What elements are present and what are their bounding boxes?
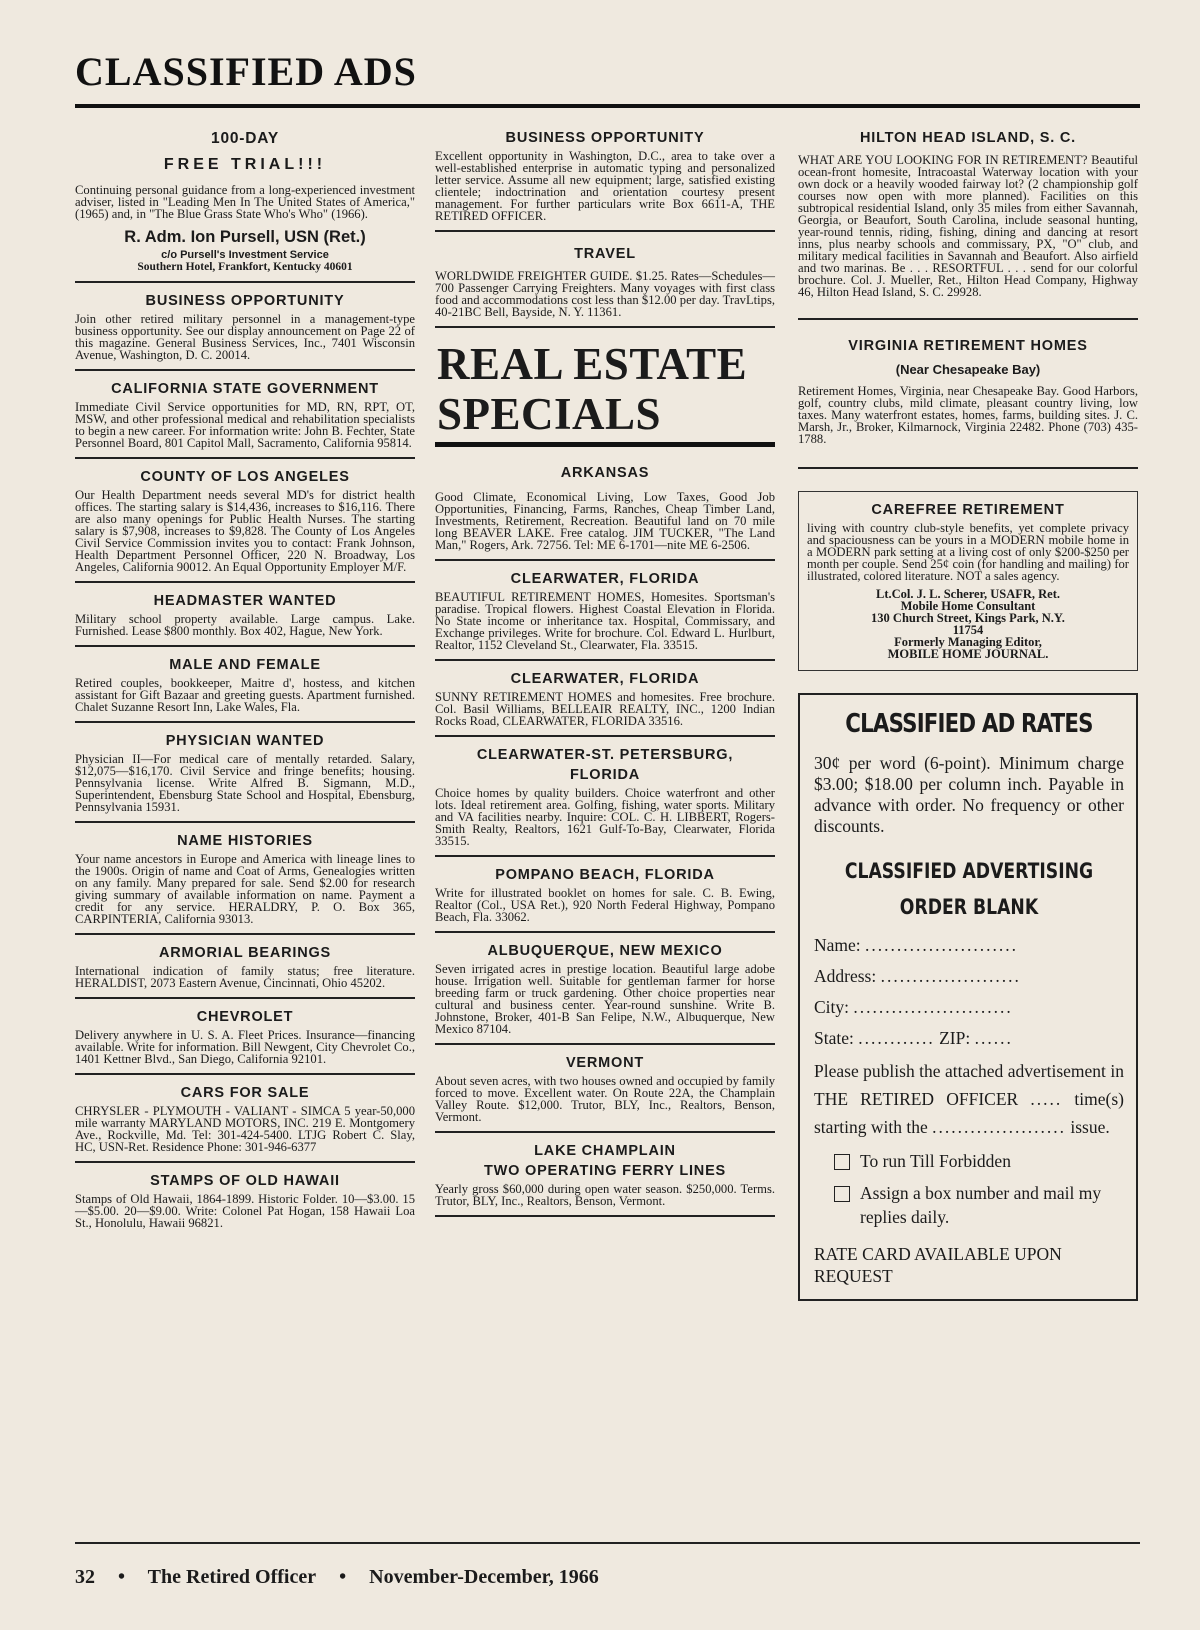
ad-body: SUNNY RETIREMENT HOMES and homesites. Free brochure. Col. Basil Williams, BELLEAIR REALTY, INC., 1200 Indian Rocks Road, CLEARWATER, FLORIDA 33516. — [435, 690, 775, 728]
section-title: SPECIALS — [437, 389, 662, 439]
ad-body: Retirement Homes, Virginia, near Chesapeake Bay. Good Harbors, golf, country clubs, mild climate, pleasant country living, low taxes. Many waterfront estates, homes, farms, building sites. J. C. Marsh, Jr., Broker, Kilmarnock, Virginia 22482. Phone (703) 435-1788. — [798, 384, 1138, 446]
ad-heading: HILTON HEAD ISLAND, S. C. — [859, 130, 1077, 146]
ad-male-female — [75, 647, 415, 723]
ad-heading: CALIFORNIA STATE GOVERNMENT — [111, 381, 379, 397]
ad-body: Military school property available. Large campus. Lake. Furnished. Lease $800 monthly. Box 402, Hague, New York. — [75, 612, 415, 638]
ad-heading: STAMPS OF OLD HAWAII — [150, 1173, 340, 1189]
ad-rates-box — [798, 693, 1138, 1301]
ad-business-opportunity-dc — [435, 120, 775, 232]
ad-heading: CARS FOR SALE — [180, 1085, 310, 1101]
order-title-line: ORDER BLANK — [899, 895, 1039, 919]
ad-heading: NAME HISTORIES — [177, 833, 313, 849]
ad-body: Retired couples, bookkeeper, Maitre d', hostess, and kitchen assistant for Gift Bazaar and greeting guests. Apartment furnished. Chalet Suzanne Resort Inn, Lake Wales, Fla. — [75, 676, 415, 714]
rate-card-note: RATE CARD AVAILABLE UPON REQUEST — [814, 1244, 1062, 1286]
ad-signature-address: Southern Hotel, Frankfort, Kentucky 40601 — [137, 261, 353, 273]
checkbox[interactable] — [834, 1186, 850, 1202]
name-label: Name: — [814, 935, 861, 955]
footer-rule — [75, 1542, 1140, 1544]
ad-heading: POMPANO BEACH, FLORIDA — [495, 867, 715, 883]
ad-virginia — [798, 320, 1138, 469]
publish-instructions — [814, 1057, 1124, 1141]
ad-body: Physician II—For medical care of mentally retarded. Salary, $12,075—$16,170. Civil Service and fringe benefits; housing. Pennsylvania license. Write Alfred B. Sigmann, M.D., Superintendent, Ebensburg State School and Hospital, Ebensburg, Pennsylvania 15931. — [75, 752, 415, 814]
ad-heading: BUSINESS OPPORTUNITY — [145, 293, 345, 309]
ad-albuquerque — [435, 933, 775, 1045]
ad-chevrolet — [75, 999, 415, 1075]
ad-heading: TWO OPERATING FERRY LINES — [483, 1163, 727, 1179]
publish-text: the — [906, 1117, 928, 1137]
ad-pompano — [435, 857, 775, 933]
checkbox[interactable] — [834, 1154, 850, 1170]
ad-heading: MALE AND FEMALE — [169, 657, 321, 673]
ad-heading: ARMORIAL BEARINGS — [158, 945, 332, 961]
ad-heading: TRAVEL — [574, 246, 636, 262]
dotted-line: ......................... — [853, 997, 1013, 1017]
state-label: State: — [814, 1028, 854, 1048]
ad-carefree-box — [798, 491, 1138, 671]
ad-body: CHRYSLER - PLYMOUTH - VALIANT - SIMCA 5 year-50,000 mile warranty MARYLAND MOTORS, INC. 219 E. Montgomery Ave., Rockville, Md. Tel: 301-424-5400. LTJG Robert C. Slay, HC, USN-Ret. Residence Phone: 301-946-6377 — [75, 1104, 415, 1154]
rates-text: 30¢ per word (6-point). Minimum charge $3.00; $18.00 per column inch. Payable in advance with order. No frequency or other discounts. — [814, 753, 1124, 836]
ad-body: Continuing personal guidance from a long-experienced investment adviser, listed in "Leading Men In The United States of America," (1965) and, in "The Blue Grass State Who's Who" (1966). — [75, 183, 415, 221]
ad-heading: CLEARWATER, FLORIDA — [510, 571, 700, 587]
dotted-line: ........................ — [865, 935, 1019, 955]
ad-lake-champlain — [435, 1133, 775, 1217]
ad-heading: HEADMASTER WANTED — [153, 593, 337, 609]
ad-heading: PHYSICIAN WANTED — [165, 733, 325, 749]
ad-heading: CHEVROLET — [196, 1009, 294, 1025]
column-3 — [798, 120, 1138, 1301]
ad-body: Write for illustrated booklet on homes for sale. C. B. Ewing, Realtor (Col., USA Ret.), 920 North Federal Highway, Pompano Beach, Fla. 33062. — [435, 886, 775, 924]
ad-heading: FREE TRIAL!!! — [163, 156, 327, 173]
ad-california — [75, 371, 415, 459]
ad-los-angeles — [75, 459, 415, 583]
column-2 — [435, 120, 775, 1217]
issue-date: November-December, 1966 — [369, 1566, 599, 1588]
ad-subheading: (Near Chesapeake Bay) — [895, 362, 1041, 377]
ad-heading: ARKANSAS — [560, 465, 650, 481]
ad-body: Stamps of Old Hawaii, 1864-1899. Historic Folder. 10—$3.00. 15—$5.00. 20—$9.00. Write: Colonel Pat Hogan, 158 Hawaii Loa St., Honolulu, Hawaii 96821. — [75, 1192, 415, 1230]
state-zip-field[interactable] — [814, 1028, 1124, 1049]
ad-body: Seven irrigated acres in prestige location. Beautiful large adobe house. Irrigation well. Suitable for gentleman farmer for horse breeding farm or truck gardening. Other choice properties near cultural and business center. Year-round sunshine. Write B. Johnstone, Broker, 401-B San Felipe, N.W., Albuquerque, New Mexico 87104. — [435, 962, 775, 1036]
ad-heading: BUSINESS OPPORTUNITY — [505, 130, 705, 146]
page-title: CLASSIFIED ADS — [75, 49, 417, 94]
ad-heading: COUNTY OF LOS ANGELES — [140, 469, 350, 485]
dotted-line: ...................... — [880, 966, 1021, 986]
ad-body: Your name ancestors in Europe and America with lineage lines to the 1900s. Origin of name and Coat of Arms, Genealogies written on any family. Many prepared for sale. Send $2.00 for research giving summary of available information on name. Payment a credit for any service. HERALDRY, P. O. Box 365, CARPINTERIA, California 93013. — [75, 852, 415, 926]
ad-signature-line: Formerly Managing Editor, — [894, 635, 1042, 649]
ad-body: Delivery anywhere in U. S. A. Fleet Prices. Insurance—financing available. Write for information. Bill Newgent, City Chevrolet Co., 1401 Kettner Blvd., San Diego, California 92101. — [75, 1028, 415, 1066]
ad-name-histories — [75, 823, 415, 935]
ad-headmaster — [75, 583, 415, 647]
real-estate-header — [435, 339, 775, 447]
ad-body: Good Climate, Economical Living, Low Taxes, Good Job Opportunities, Financing, Farms, Ranches, Cheap Timber Land, Investments, Retirement, Recreation. Beautiful land on 70 mile long BEAVER LAKE. Free catalog. JIM TUCKER, "The Land Man," Rogers, Ark. 72756. Tel: ME 6-1701—nite ME 6-2506. — [435, 490, 775, 552]
ad-body: About seven acres, with two houses owned and occupied by family forced to move. Excellent water. On Route 22A, the Champlain Valley Route. $12,000. Trutor, BLY, Inc., Realtors, Benson, Vermont. — [435, 1074, 775, 1124]
ad-arkansas — [435, 455, 775, 561]
ad-signature: R. Adm. Ion Pursell, USN (Ret.) — [124, 228, 366, 246]
ad-heading: FLORIDA — [569, 767, 641, 783]
ad-signature-sub: c/o Pursell's Investment Service — [161, 249, 329, 261]
order-title-line: CLASSIFIED ADVERTISING — [844, 859, 1094, 883]
ad-heading: ALBUQUERQUE, NEW MEXICO — [487, 943, 723, 959]
ad-body: Choice homes by quality builders. Choice waterfront and other lots. Ideal retirement area. Golfing, fishing, water sports. Military and VA facilities nearby. Inquire: COL. C. H. LIBBERT, Rogers-Smith Realty, Realtors, 1621 Gulf-To-Bay, Clearwater, Florida 33515. — [435, 786, 775, 848]
ad-heading: CLEARWATER, FLORIDA — [510, 671, 700, 687]
option-till-forbidden[interactable] — [834, 1149, 1124, 1173]
publish-text: time(s) starting with — [814, 1089, 1124, 1137]
ad-body: International indication of family status; free literature. HERALDIST, 2073 Eastern Avenue, Cincinnati, Ohio 45202. — [75, 964, 415, 990]
dotted-line: ...... — [974, 1028, 1013, 1048]
ad-physician — [75, 723, 415, 823]
ad-signature-line: MOBILE HOME JOURNAL. — [887, 647, 1049, 661]
ad-body: WHAT ARE YOU LOOKING FOR IN RETIREMENT? Beautiful ocean-front homesite, Intracoastal Waterway location with your own dock or a heavily wooded fairway lot? (2 championship golf courses now open with more planned). Facilities on this subtropical residential Island, only 35 miles from either Savannah, Georgia, or Beaufort, South Carolina, include seasonal hunting, year-round tennis, riding, fishing, dining and dancing at resort inns, plus nearby schools and commissary, PX, "O" club, and military medical facilities in Savannah and Beaufort. Also airfield and two marinas. Be . . . RESORTFUL . . . send for our colorful brochure. Col. J. Mueller, Ret., Hilton Head Company, Highway 46, Hilton Head Island, S. C. 29928. — [798, 153, 1138, 299]
address-label: Address: — [814, 966, 877, 986]
option-label: To run Till Forbidden — [860, 1151, 1011, 1171]
publish-text: Please publish the attached advertisement in THE RETIRED OFFICER — [814, 1061, 1124, 1109]
ad-body: Yearly gross $60,000 during open water season. $250,000. Terms. Trutor, BLY, Inc., Realtors, Benson, Vermont. — [435, 1182, 775, 1208]
ad-heading: CAREFREE RETIREMENT — [871, 502, 1065, 518]
footer-bullet: • — [118, 1566, 126, 1588]
zip-label: ZIP: — [939, 1028, 971, 1048]
ad-body: BEAUTIFUL RETIREMENT HOMES, Homesites. Sportsman's paradise. Tropical flowers. Highest Coastal Elevation in Florida. No State income or inheritance tax. Hospital, Commissary, and Exchange privileges. Write for brochure. Col. Edward L. Hurlburt, Realtor, 1152 Cleveland St., Clearwater, Fla. 33515. — [435, 590, 775, 652]
ad-heading: VIRGINIA RETIREMENT HOMES — [848, 338, 1088, 354]
page-number: 32 — [75, 1566, 95, 1588]
publish-text: issue. — [1070, 1117, 1110, 1137]
ad-heading: VERMONT — [565, 1055, 645, 1071]
ad-signature-line: 130 Church Street, Kings Park, N.Y. — [871, 611, 1065, 625]
ad-travel — [435, 232, 775, 328]
ad-signature: Lt.Col. J. L. Scherer, USAFR, Ret. — [875, 587, 1060, 601]
ad-body: Join other retired military personnel in a management-type business opportunity. See our display announcement on Page 22 of this magazine. General Business Services, Inc., 7401 Wisconsin Avenue, Washington, D. C. 20014. — [75, 312, 415, 362]
dotted-line[interactable]: ..................... — [932, 1117, 1066, 1137]
ad-body: WORLDWIDE FREIGHTER GUIDE. $1.25. Rates—Schedules—700 Passenger Carrying Freighters. Many voyages with first class food and accommodations cost less than $12.00 per day. TravLtips, 40-21BC Bell, Bayside, N. Y. 11361. — [435, 269, 775, 319]
title-rule — [75, 104, 1140, 108]
ad-business-opportunity — [75, 283, 415, 371]
ad-clearwater-1 — [435, 561, 775, 661]
ad-st-petersburg — [435, 737, 775, 857]
ad-cars — [75, 1075, 415, 1163]
ad-body: living with country club-style benefits, yet complete privacy and spaciousness can be yours in a MODERN mobile home in a MODERN park setting at a living cost of only $200-$250 per month per couple. Send 25¢ coin (for handling and mailing) for illustrated, colored literature. NOT a sales agency. — [807, 521, 1129, 583]
page-footer — [75, 1566, 617, 1589]
ad-stamps — [75, 1163, 415, 1237]
dotted-line: ............ — [858, 1028, 935, 1048]
ad-body: Excellent opportunity in Washington, D.C., area to take over a well-established enterprise in automatic typing and personalized letter service. Assume all new equipment; large, satisfied existing clientele; indoctrination and orientation courtesy present management. For further particulars write Box 6611-A, THE RETIRED OFFICER. — [435, 149, 775, 223]
section-rule — [435, 442, 775, 447]
ad-armorial — [75, 935, 415, 999]
section-title: REAL ESTATE — [437, 339, 748, 389]
city-label: City: — [814, 997, 850, 1017]
ad-body: Immediate Civil Service opportunities for MD, RN, RPT, OT, MSW, and other professional medical and rehabilitation specialists to begin a new career. For information write: John B. Fechter, State Personnel Board, 801 Capitol Mall, Sacramento, California 95814. — [75, 400, 415, 450]
ad-heading: 100-DAY — [211, 130, 279, 147]
ad-free-trial — [75, 120, 415, 283]
address-field[interactable] — [814, 966, 1124, 987]
dotted-line[interactable]: ..... — [1030, 1089, 1063, 1109]
column-1 — [75, 120, 415, 1237]
ad-signature-line: Mobile Home Consultant — [900, 599, 1036, 613]
order-blank-title — [842, 853, 1096, 925]
footer-bullet: • — [339, 1566, 347, 1588]
name-field[interactable] — [814, 935, 1124, 956]
option-label: Assign a box number and mail my replies daily. — [860, 1183, 1102, 1227]
ad-hilton-head — [798, 120, 1138, 320]
ad-heading: LAKE CHAMPLAIN — [534, 1143, 676, 1159]
ad-signature-line: 11754 — [952, 623, 984, 637]
ad-body: Our Health Department needs several MD's for district health offices. The starting salary is $14,436, increases to $16,116. There are also many openings for Public Health Nurses. The starting salary is $7,908, increases to $9,828. The County of Los Angeles Civil Service Commission invites you to contact: Frank Johnson, Health Department Personnel Officer, 220 N. Broadway, Los Angeles, California 90012. An Equal Opportunity Employer M/F. — [75, 488, 415, 574]
ad-clearwater-2 — [435, 661, 775, 737]
ad-heading: CLEARWATER-ST. PETERSBURG, — [476, 747, 734, 763]
rates-title: CLASSIFIED AD RATES — [845, 709, 1093, 739]
ad-vermont — [435, 1045, 775, 1133]
option-box-number[interactable] — [834, 1181, 1124, 1229]
city-field[interactable] — [814, 997, 1124, 1018]
magazine-name: The Retired Officer — [147, 1566, 317, 1588]
